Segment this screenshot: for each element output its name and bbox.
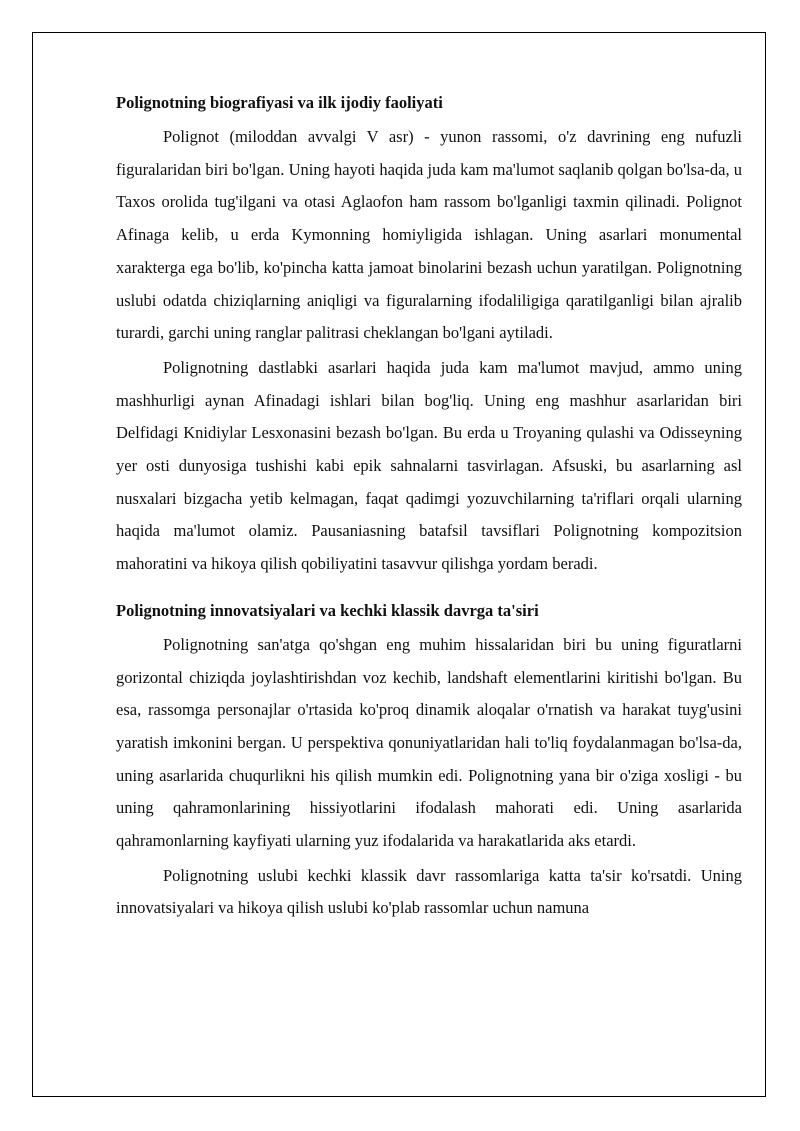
paragraph: Polignotning san'atga qo'shgan eng muhim hissalaridan biri bu uning figuratlarni gorizontal chiziqda joylashtirishdan voz kechib, landshaft elementlarini kiritishi bo'lgan. Bu esa, rassomga personajlar o'rtasida ko'proq dinamik aloqalar o'rnatish va harakat tuyg'usini yaratish imkonini bergan. U perspektiva qonuniyatlaridan hali to'liq foydalanmagan bo'lsa-da, uning asarlarida chuqurlikni his qilish mumkin edi. Polignotning yana bir o'ziga xosligi - bu uning qahramonlarining hissiyotlarini ifodalash mahorati edi. Uning asarlarida qahramonlarning kayfiyati ularning yuz ifodalarida va harakatlarida aks etardi. [116,634,742,851]
paragraph: Polignot (miloddan avvalgi V asr) - yunon rassomi, o'z davrining eng nufuzli figuralaridan biri bo'lgan. Uning hayoti haqida juda kam ma'lumot saqlanib qolgan bo'lsa-da, u Taxos orolida tug'ilgani va otasi Aglaofon ham rassom bo'lganligi taxmin qilinadi. Polignot Afinaga kelib, u erda Kymonning homiyligida ishlagan. Uning asarlari monumental xarakterga ega bo'lib, ko'pincha katta jamoat binolarini bezash uchun yaratilgan. Polignotning uslubi odatda chiziqlarning aniqligi va figuralarning ifodaliligiga qaratilganligi bilan ajralib turardi, garchi uning ranglar palitrasi cheklangan bo'lgani aytiladi. [116,127,742,343]
page-frame [32,32,766,1097]
document-body [116,87,742,925]
paragraph: Polignotning uslubi kechki klassik davr rassomlariga katta ta'sir ko'rsatdi. Uning innovatsiyalari va hikoya qilish uslubi ko'plab rassomlar uchun namuna [116,865,742,918]
section-heading-biography: Polignotning biografiyasi va ilk ijodiy faoliyati [116,93,443,112]
paragraph: Polignotning dastlabki asarlari haqida juda kam ma'lumot mavjud, ammo uning mashhurligi aynan Afinadagi ishlari bilan bog'liq. Uning eng mashhur asarlaridan biri Delfidagi Knidiylar Lesxonasini bezash bo'lgan. Bu erda u Troyaning qulashi va Odisseyning yer osti dunyosiga tushishi kabi epik sahnalarni tasvirlagan. Afsuski, bu asarlarning asl nusxalari bizgacha yetib kelmagan, faqat qadimgi yozuvchilarning ta'riflari orqali ularning haqida ma'lumot olamiz. Pausaniasning batafsil tavsiflari Polignotning kompozitsion mahoratini va hikoya qilish qobiliyatini tasavvur qilishga yordam beradi. [116,357,742,574]
section-heading-innovations: Polignotning innovatsiyalari va kechki klassik davrga ta'siri [116,600,539,620]
